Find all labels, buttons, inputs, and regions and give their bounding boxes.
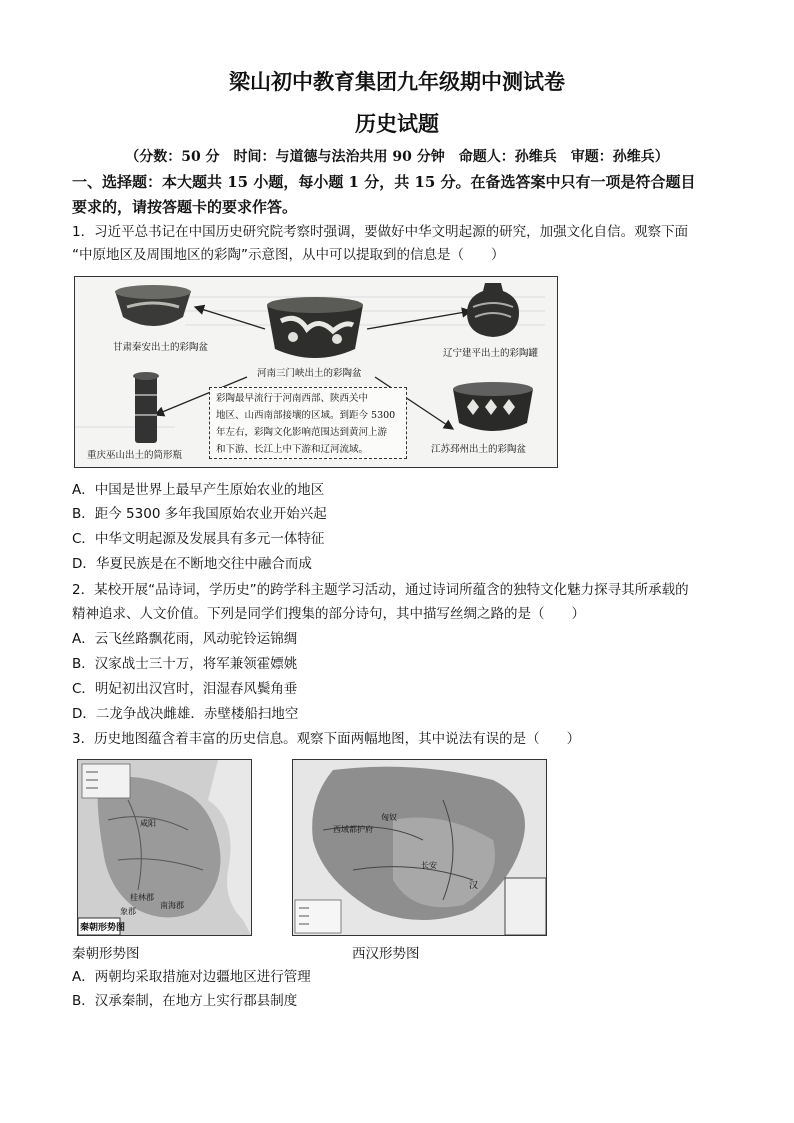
exam-title: 梁山初中教育集团九年级期中测试卷 bbox=[229, 69, 565, 94]
liaoning-jar-image bbox=[467, 283, 519, 337]
section-heading-line2: 要求的，请按答题卡的要求作答。 bbox=[72, 198, 298, 216]
q2-option-a: A．云飞丝路飘花雨，风动驼铃运锦绸 bbox=[72, 631, 298, 647]
jiangsu-bowl-image bbox=[453, 382, 533, 431]
q1-option-c: C．中华文明起源及发展具有多元一体特征 bbox=[72, 531, 325, 547]
map2-label: 汉 bbox=[469, 881, 479, 891]
note-line: 地区、山西南部接壤的区域。到距今 5300 bbox=[216, 410, 396, 421]
map2-caption: 西汉形势图 bbox=[352, 946, 420, 962]
han-map-drawing bbox=[293, 760, 546, 935]
map2-label: 长安 bbox=[421, 861, 437, 870]
henan-bowl-image bbox=[267, 297, 363, 358]
q1-option-b: B．距今 5300 多年我国原始农业开始兴起 bbox=[72, 506, 327, 522]
map2-label: 匈奴 bbox=[381, 813, 397, 822]
map1-label: 南海郡 bbox=[160, 901, 184, 910]
pottery-note bbox=[209, 387, 407, 459]
q3-stem: 3．历史地图蕴含着丰富的历史信息。观察下面两幅地图，其中说法有误的是（ ） bbox=[72, 731, 581, 747]
qin-dynasty-map bbox=[77, 759, 252, 936]
q1-option-d: D．华夏民族是在不断地交往中融合而成 bbox=[72, 556, 312, 572]
label-henan: 河南三门峡出土的彩陶盆 bbox=[257, 368, 362, 379]
label-chongqing: 重庆巫山出土的筒形瓶 bbox=[87, 450, 183, 461]
label-gansu: 甘肃秦安出土的彩陶盆 bbox=[113, 342, 209, 353]
chongqing-vase-image bbox=[133, 372, 159, 443]
q2-stem-line1: 2．某校开展“品诗词，学历史”的跨学科主题学习活动，通过诗词所蕴含的独特文化魅力探寻其所承载的 bbox=[72, 582, 689, 598]
map1-inner-title: 秦朝形势图 bbox=[80, 923, 126, 933]
map1-caption: 秦朝形势图 bbox=[72, 946, 140, 962]
label-liaoning: 辽宁建平出土的彩陶罐 bbox=[443, 348, 539, 359]
western-han-map bbox=[292, 759, 547, 936]
note-line: 和下游、长江上中下游和辽河流域。 bbox=[216, 444, 369, 455]
section-heading-line1: 一、选择题：本大题共 15 小题，每小题 1 分，共 15 分。在备选答案中只有一项是符合题目 bbox=[72, 173, 696, 191]
q1-stem-line1: 1．习近平总书记在中国历史研究院考察时强调，要做好中华文明起源的研究，加强文化自信。观察下面 bbox=[72, 224, 689, 240]
map1-label: 象郡 bbox=[120, 907, 136, 916]
section-heading bbox=[72, 170, 732, 220]
q2-option-d: D．二龙争战决雌雄．赤壁楼船扫地空 bbox=[72, 706, 299, 722]
exam-meta: （分数：50 分 时间：与道德与法治共用 90 分钟 命题人：孙维兵 审题：孙维兵） bbox=[125, 149, 669, 165]
exam-subtitle: 历史试题 bbox=[355, 111, 439, 136]
q3-option-a: A．两朝均采取措施对边疆地区进行管理 bbox=[72, 969, 311, 985]
label-jiangsu: 江苏邳州出土的彩陶盆 bbox=[431, 444, 527, 455]
map1-label: 桂林郡 bbox=[130, 893, 154, 902]
q1-stem-line2: “中原地区及周围地区的彩陶”示意图，从中可以提取到的信息是（ ） bbox=[72, 247, 505, 263]
q2-option-c: C．明妃初出汉宫时，泪湿春风鬓角垂 bbox=[72, 681, 298, 697]
map2-label: 西域都护府 bbox=[333, 825, 373, 834]
note-line: 彩陶最早流行于河南西部、陕西关中 bbox=[216, 393, 369, 404]
note-line: 年左右，彩陶文化影响范围达到黄河上游 bbox=[216, 427, 388, 438]
gansu-bowl-image bbox=[115, 285, 191, 326]
q1-pottery-figure bbox=[74, 276, 558, 468]
q2-option-b: B．汉家战士三十万，将军兼领霍嫖姚 bbox=[72, 656, 298, 672]
q1-option-a: A．中国是世界上最早产生原始农业的地区 bbox=[72, 482, 325, 498]
q2-stem-line2: 精神追求、人文价值。下列是同学们搜集的部分诗句，其中描写丝绸之路的是（ ） bbox=[72, 606, 585, 622]
map1-label: 咸阳 bbox=[140, 819, 156, 828]
q3-option-b: B．汉承秦制，在地方上实行郡县制度 bbox=[72, 993, 298, 1009]
